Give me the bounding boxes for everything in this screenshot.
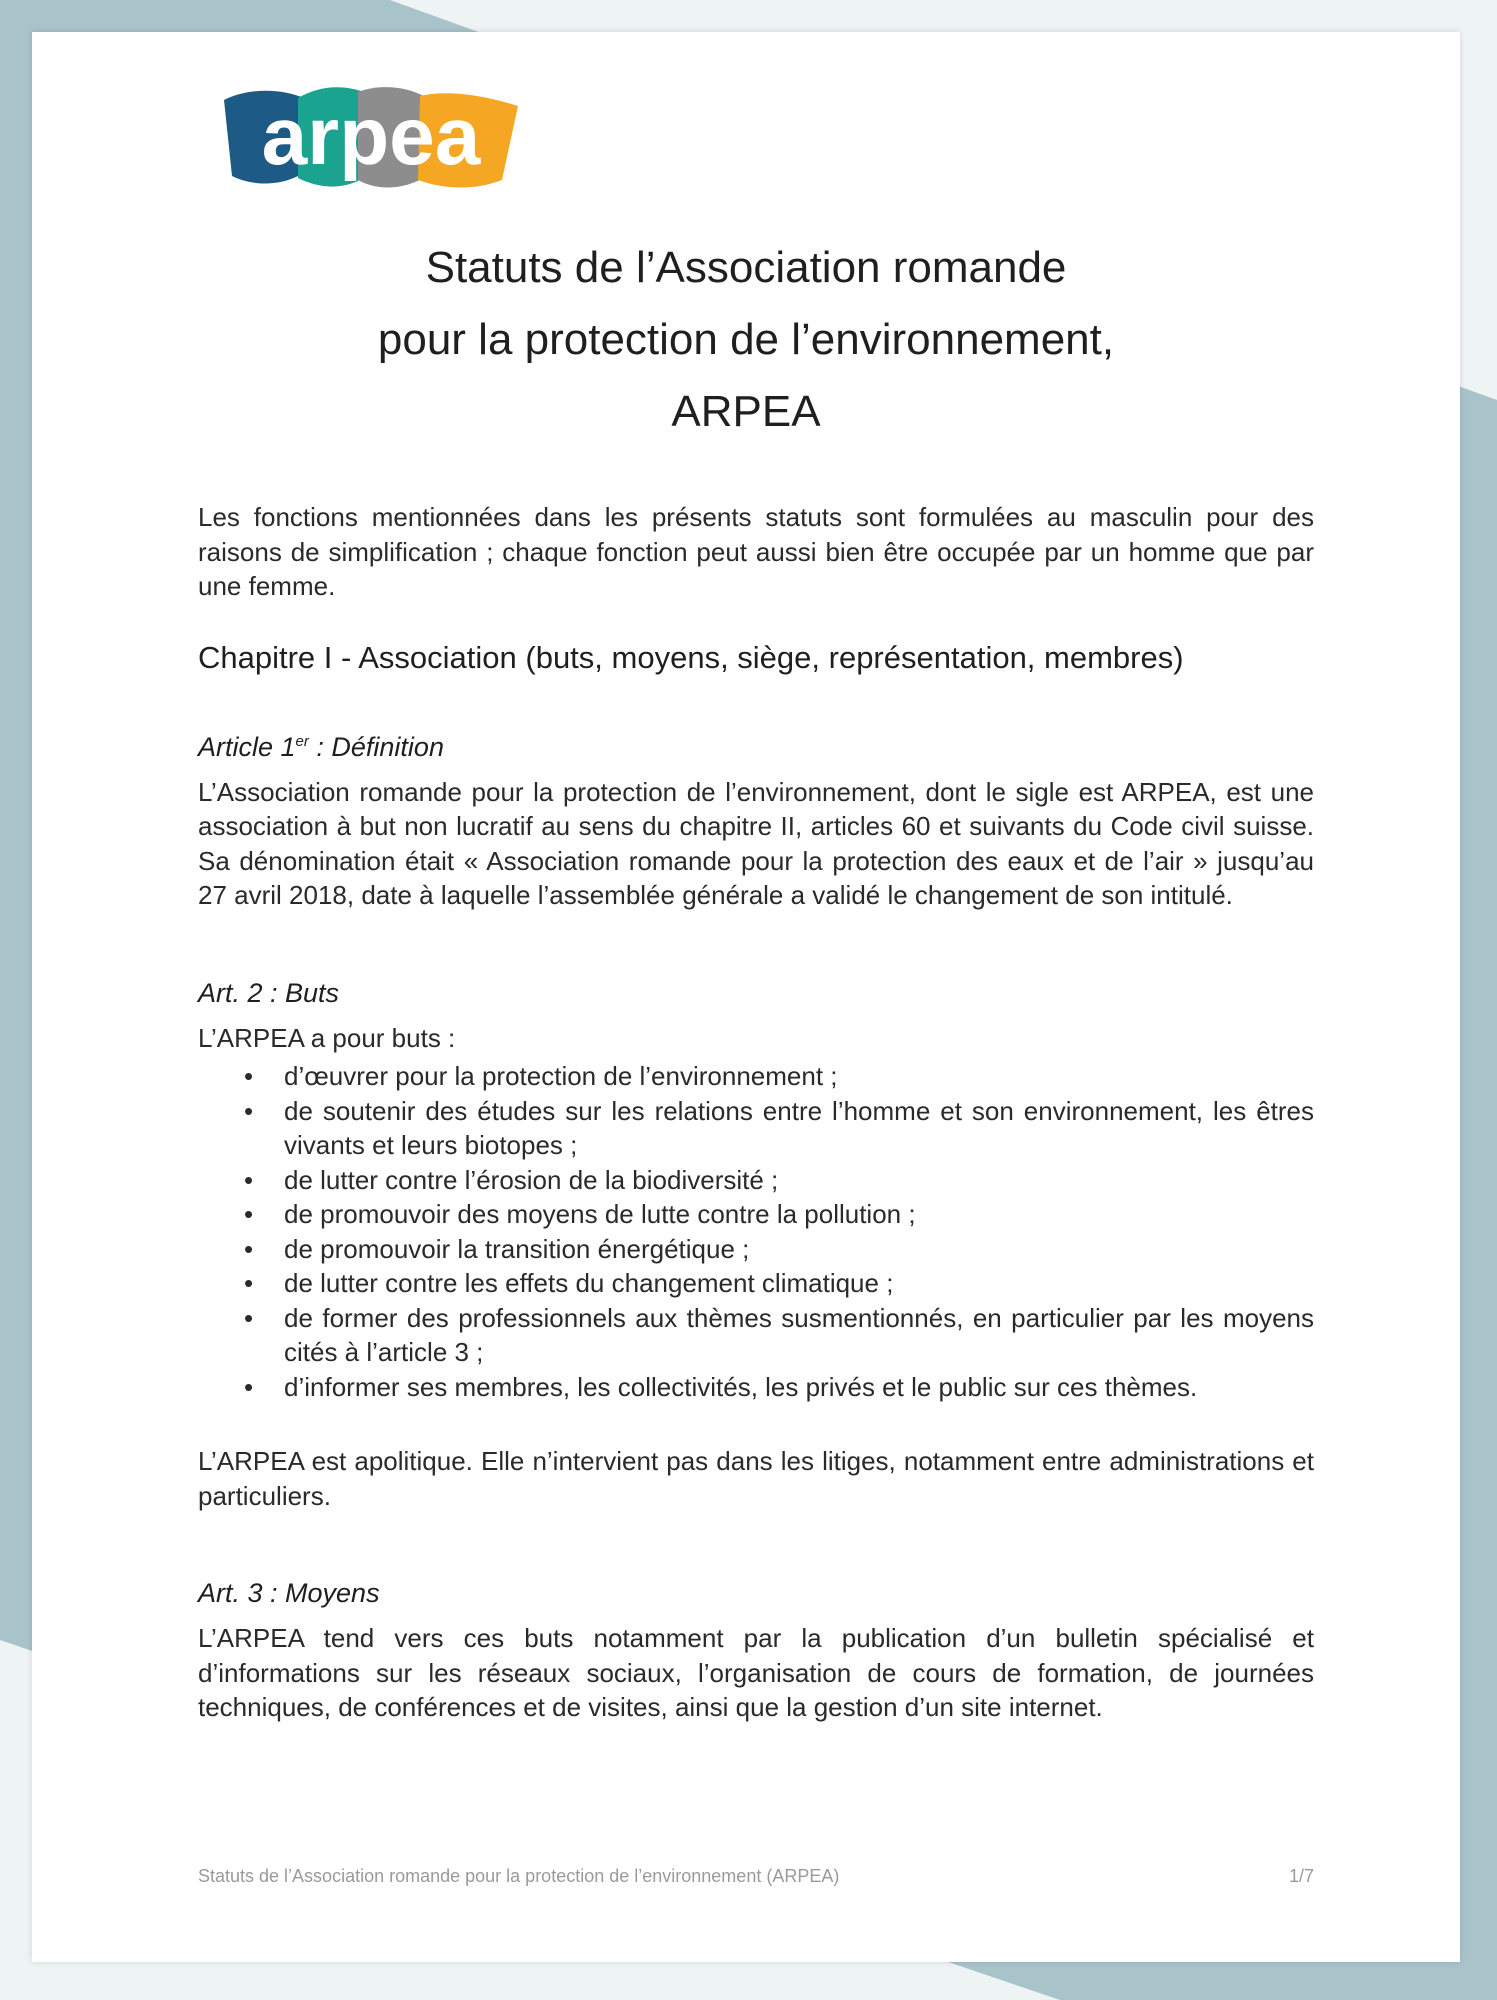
- list-item: [244, 1232, 1314, 1267]
- list-item-text: de promouvoir la transition énergétique ;: [284, 1233, 750, 1264]
- bullet-icon: •: [244, 1164, 254, 1195]
- title-line-3: ARPEA: [671, 387, 821, 436]
- article-2-after: L’ARPEA est apolitique. Elle n’intervient pas dans les litiges, notamment entre administrations et particuliers.: [198, 1446, 1314, 1511]
- bullet-icon: •: [244, 1371, 254, 1402]
- title-line-2: pour la protection de l’environnement,: [377, 315, 1115, 364]
- list-item-text: de former des professionnels aux thèmes susmentionnés, en particulier par les moyens cités à l’article 3 ;: [284, 1302, 1314, 1367]
- list-item-text: d’œuvrer pour la protection de l’environnement ;: [284, 1061, 838, 1091]
- list-item: [244, 1370, 1314, 1405]
- list-item-text: de lutter contre les effets du changement climatique ;: [284, 1268, 894, 1298]
- bullet-icon: •: [244, 1302, 254, 1333]
- article-2-lead: L’ARPEA a pour buts :: [198, 1022, 456, 1053]
- bullet-icon: •: [244, 1061, 254, 1091]
- footer-text: Statuts de l’Association romande pour la protection de l’environnement (ARPEA): [198, 1866, 840, 1886]
- list-item-text: de promouvoir des moyens de lutte contre la pollution ;: [284, 1199, 916, 1229]
- article-1-heading-suffix: : Définition: [308, 731, 444, 762]
- document-title: [32, 232, 1460, 448]
- article-1-heading: [198, 724, 1314, 765]
- list-item: [244, 1163, 1314, 1198]
- bullet-icon: •: [244, 1095, 254, 1126]
- article-2-list: [198, 1059, 1314, 1404]
- list-item-text: de lutter contre l’érosion de la biodiversité ;: [284, 1164, 779, 1195]
- list-item: [244, 1094, 1314, 1163]
- article-1-heading-prefix: Article 1: [198, 731, 296, 762]
- document-content: [198, 500, 1314, 1725]
- list-item: [244, 1266, 1314, 1301]
- page-footer: [198, 1866, 1314, 1887]
- document-page: [32, 32, 1460, 1962]
- chapter-heading: Chapitre I - Association (buts, moyens, siège, représentation, membres): [198, 639, 1184, 675]
- article-1-body: L’Association romande pour la protection de l’environnement, dont le sigle est ARPEA, est une association à but non lucratif au sens du chapitre II, articles 60 et suivants du Code civil suisse. Sa dénomination était « Association romande pour la protection des eaux et de l’air » jusqu’au 27 avril 2018, date à laquelle l’assemblée générale a validé le changement de son intitulé.: [198, 776, 1314, 910]
- arpea-logo: [218, 80, 524, 198]
- bullet-icon: •: [244, 1268, 254, 1298]
- list-item-text: de soutenir des études sur les relations entre l’homme et son environnement, les êtres vivants et leurs biotopes ;: [284, 1095, 1314, 1160]
- list-item: [244, 1197, 1314, 1232]
- list-item-text: d’informer ses membres, les collectivités, les privés et le public sur ces thèmes.: [284, 1371, 1198, 1402]
- bullet-icon: •: [244, 1199, 254, 1229]
- logo-text: arpea: [261, 91, 481, 182]
- article-3-heading: Art. 3 : Moyens: [198, 1578, 380, 1608]
- article-1-heading-sup: er: [295, 732, 309, 750]
- title-line-1: Statuts de l’Association romande: [425, 243, 1067, 292]
- bullet-icon: •: [244, 1233, 254, 1264]
- list-item: [244, 1301, 1314, 1370]
- page-number: 1/7: [1288, 1866, 1314, 1886]
- list-item: [244, 1059, 1314, 1094]
- article-3-body: L’ARPEA tend vers ces buts notamment par la publication d’un bulletin spécialisé et d’informations sur les réseaux sociaux, l’organisation de cours de formation, de journées techniques, de conférences et de visites, ainsi que la gestion d’un site internet.: [198, 1623, 1314, 1722]
- intro-paragraph: Les fonctions mentionnées dans les présents statuts sont formulées au masculin pour des raisons de simplification ; chaque fonction peut aussi bien être occupée par un homme que par une femme.: [198, 502, 1314, 601]
- article-2-heading: Art. 2 : Buts: [198, 977, 340, 1008]
